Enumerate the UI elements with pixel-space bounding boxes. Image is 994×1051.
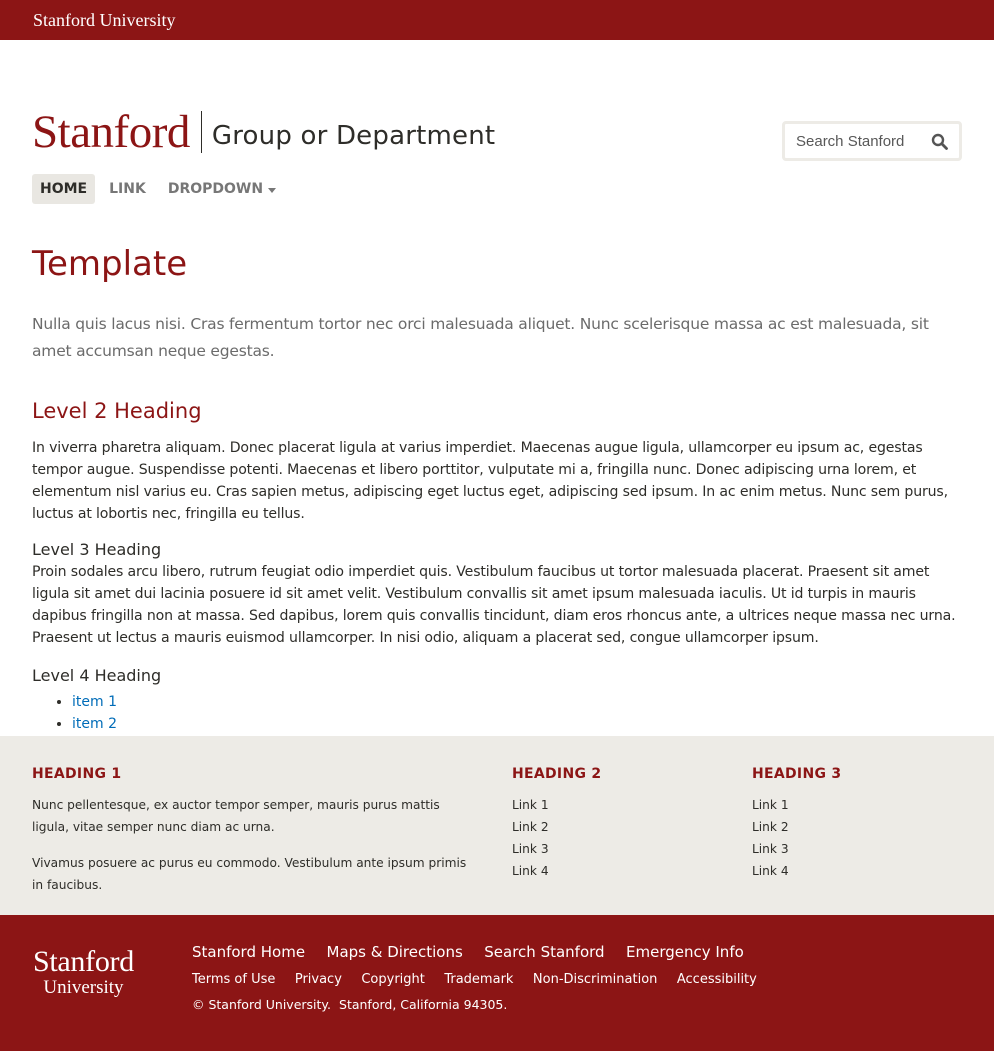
level-4-heading: Level 4 Heading <box>32 666 162 685</box>
footer-text: Nunc pellentesque, ex auctor tempor semper, mauris purus mattis ligula, vitae semper nunc diam ac urna. <box>32 798 440 834</box>
department-name: Group or Department <box>211 121 496 151</box>
search-icon[interactable] <box>931 133 949 151</box>
level-2-heading: Level 2 Heading <box>32 399 202 423</box>
footer-link-emergency[interactable]: Emergency Info <box>626 943 744 961</box>
footer-link-terms[interactable]: Terms of Use <box>192 972 276 987</box>
logo-line-2: University <box>43 977 124 998</box>
masthead <box>0 40 994 220</box>
lead-paragraph: Nulla quis lacus nisi. Cras fermentum tortor nec orci malesuada aliquet. Nunc scelerisque massa ac est malesuada, sit amet accumsan neque egestas. <box>32 315 929 360</box>
footer-heading: HEADING 3 <box>752 766 842 782</box>
footer-link-stanford-home[interactable]: Stanford Home <box>192 943 306 961</box>
main-content <box>0 242 994 757</box>
nav-item-label: HOME <box>40 181 88 197</box>
search-box <box>782 121 962 161</box>
footer-column-3 <box>752 766 952 882</box>
footer-link[interactable]: Link 2 <box>752 820 789 834</box>
footer-link-nondiscrimination[interactable]: Non-Discrimination <box>532 972 658 987</box>
footer-heading: HEADING 1 <box>32 766 122 782</box>
global-footer-links <box>192 943 772 1012</box>
footer-link-list <box>752 794 952 882</box>
list-item <box>72 691 961 713</box>
footer-link-search[interactable]: Search Stanford <box>484 943 605 961</box>
address-text: Stanford, California 94305. <box>339 997 508 1012</box>
search-input[interactable] <box>785 133 925 150</box>
footer-link[interactable]: Link 2 <box>512 820 549 834</box>
stanford-university-logo[interactable] <box>33 947 134 999</box>
footer-heading: HEADING 2 <box>512 766 602 782</box>
brandbar-link[interactable]: Stanford University <box>33 9 176 30</box>
copyright-line <box>192 997 772 1012</box>
footer-link[interactable]: Link 3 <box>512 842 549 856</box>
body-paragraph: In viverra pharetra aliquam. Donec placerat ligula at varius imperdiet. Maecenas augue ligula, ullamcorper eu ipsum ac, egestas tempor augue. Suspendisse potenti. Maecenas et libero porttitor, vulputate mi a, fringilla nunc. Donec adipiscing urna lorem, et elementum nisl varius eu. Cras sapien metus, adipiscing eget luctus eget, adipiscing sed ipsum. In ac enim metus. Nunc sem purus, luctus at lobortis nec, fringilla eu tellus. <box>32 440 948 522</box>
nav-item-label: LINK <box>109 181 146 197</box>
footer-text: Vivamus posuere ac purus eu commodo. Vestibulum ante ipsum primis in faucibus. <box>32 856 467 892</box>
site-lockup[interactable] <box>32 108 495 156</box>
footer-column-2 <box>512 766 712 882</box>
list-item <box>72 713 961 735</box>
copyright-text: © Stanford University. <box>192 997 332 1012</box>
nav-item-home[interactable] <box>32 174 95 204</box>
page-title: Template <box>32 244 188 284</box>
nav-item-dropdown[interactable] <box>160 174 284 204</box>
lockup-divider <box>201 111 202 153</box>
footer-link-maps[interactable]: Maps & Directions <box>326 943 463 961</box>
footer-link-trademark[interactable]: Trademark <box>444 972 514 987</box>
level-3-heading: Level 3 Heading <box>32 540 162 559</box>
nav-item-label: DROPDOWN <box>167 181 264 197</box>
secondary-links <box>192 970 772 988</box>
footer-link-privacy[interactable]: Privacy <box>294 972 342 987</box>
local-footer <box>0 736 994 915</box>
stanford-wordmark: Stanford <box>32 106 190 158</box>
list-item-link[interactable]: item 2 <box>72 716 117 732</box>
brand-bar <box>0 0 994 40</box>
main-nav <box>32 174 290 204</box>
footer-link[interactable]: Link 3 <box>752 842 789 856</box>
footer-link-list <box>512 794 712 882</box>
caret-down-icon <box>268 188 276 193</box>
body-paragraph: Proin sodales arcu libero, rutrum feugiat odio imperdiet quis. Vestibulum faucibus ut tortor malesuada placerat. Praesent sit amet ligula sit amet dui lacinia posuere id sit amet velit. Vestibulum convallis sit amet ipsum malesuada iaculis. Ut id turpis in mauris dapibus fringilla non at massa. Sed dapibus, lorem quis convallis tincidunt, diam eros rhoncus ante, a ultrices neque massa nec urna. Praesent ut lectus a mauris euismod ullamcorper. In nisi odio, aliquam a placerat sed, congue ullamcorper ipsum. <box>32 564 956 646</box>
footer-column-1 <box>32 766 472 896</box>
footer-link-accessibility[interactable]: Accessibility <box>676 972 757 987</box>
footer-link-copyright[interactable]: Copyright <box>361 972 425 987</box>
logo-line-1: Stanford <box>33 945 134 978</box>
primary-links <box>192 943 772 962</box>
footer-link[interactable]: Link 1 <box>512 798 549 812</box>
global-footer <box>0 915 994 1051</box>
footer-link[interactable]: Link 4 <box>512 864 549 878</box>
list-item-link[interactable]: item 1 <box>72 694 117 710</box>
footer-link[interactable]: Link 4 <box>752 864 789 878</box>
footer-link[interactable]: Link 1 <box>752 798 789 812</box>
nav-item-link[interactable] <box>101 174 154 204</box>
